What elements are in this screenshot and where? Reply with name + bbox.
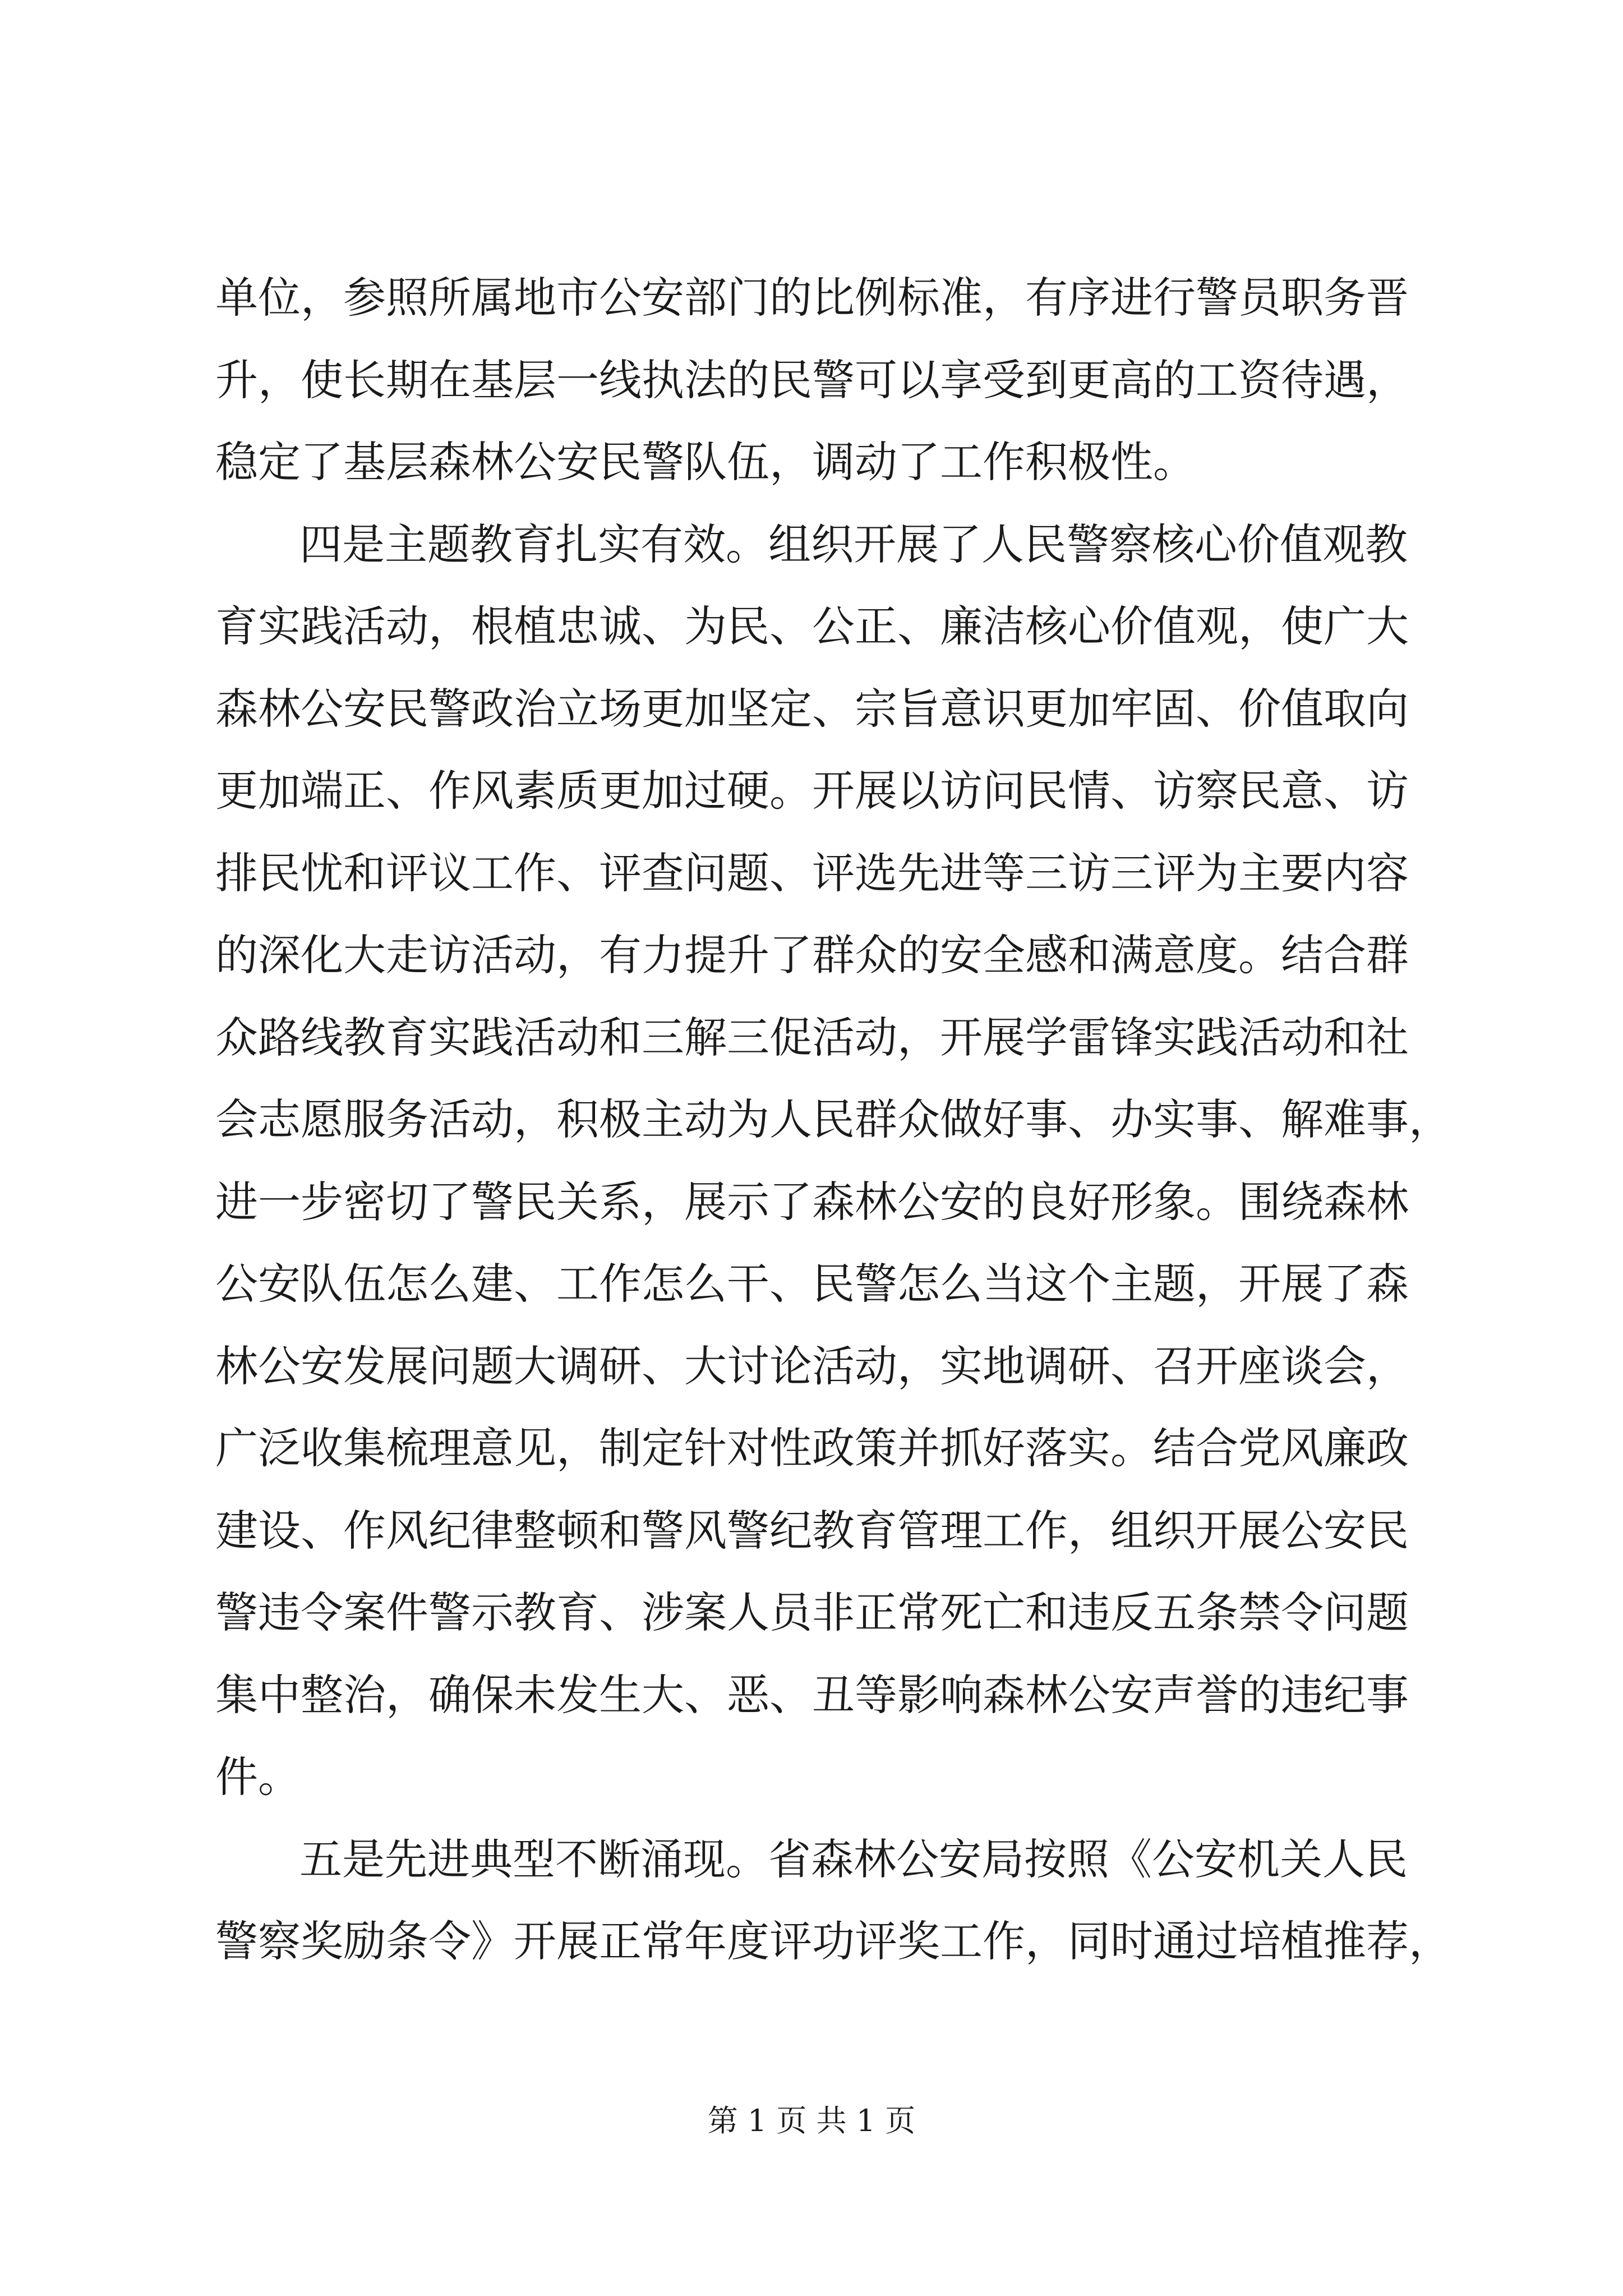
text-line: 警察奖励条令》开展正常年度评功评奖工作，同时通过培植推荐， — [215, 1916, 1451, 1966]
text-line: 集中整治，确保未发生大、恶、丑等影响森林公安声誉的违纪事 — [215, 1669, 1409, 1720]
paragraph-start-line: 五是先进典型不断涌现。省森林公安局按照《公安机关人民 — [299, 1834, 1408, 1884]
text-line: 更加端正、作风素质更加过硬。开展以访问民情、访察民意、访 — [215, 766, 1409, 816]
text-line: 广泛收集梳理意见，制定针对性政策并抓好落实。结合党风廉政 — [215, 1423, 1409, 1473]
text-line: 众路线教育实践活动和三解三促活动，开展学雷锋实践活动和社 — [215, 1012, 1409, 1062]
text-line: 警违令案件警示教育、涉案人员非正常死亡和违反五条禁令问题 — [215, 1588, 1409, 1637]
text-line: 建设、作风纪律整顿和警风警纪教育管理工作，组织开展公安民 — [215, 1505, 1409, 1556]
page-number-label: 第 1 页 共 1 页 — [707, 2103, 916, 2138]
text-line: 的深化大走访活动，有力提升了群众的安全感和满意度。结合群 — [215, 930, 1409, 980]
text-line: 林公安发展问题大调研、大讨论活动，实地调研、召开座谈会， — [215, 1341, 1409, 1391]
text-line: 件。 — [215, 1752, 301, 1802]
text-line: 单位，参照所属地市公安部门的比例标准，有序进行警员职务晋 — [215, 273, 1409, 323]
text-line: 公安队伍怎么建、工作怎么干、民警怎么当这个主题，开展了森 — [215, 1259, 1409, 1309]
text-line: 排民忧和评议工作、评查问题、评选先进等三访三评为主要内容 — [215, 848, 1409, 898]
text-line: 稳定了基层森林公安民警队伍，调动了工作积极性。 — [215, 437, 1196, 487]
page-footer — [0, 2097, 1623, 2140]
text-line: 育实践活动，根植忠诚、为民、公正、廉洁核心价值观，使广大 — [215, 601, 1409, 651]
paragraph-start-line: 四是主题教育扎实有效。组织开展了人民警察核心价值观教 — [299, 519, 1408, 569]
text-line: 会志愿服务活动，积极主动为人民群众做好事、办实事、解难事， — [215, 1094, 1451, 1144]
body-text — [215, 257, 1451, 1983]
text-line: 森林公安民警政治立场更加坚定、宗旨意识更加牢固、价值取向 — [215, 683, 1409, 734]
text-line: 升，使长期在基层一线执法的民警可以享受到更高的工资待遇， — [215, 355, 1409, 405]
text-line: 进一步密切了警民关系，展示了森林公安的良好形象。围绕森林 — [215, 1176, 1409, 1227]
